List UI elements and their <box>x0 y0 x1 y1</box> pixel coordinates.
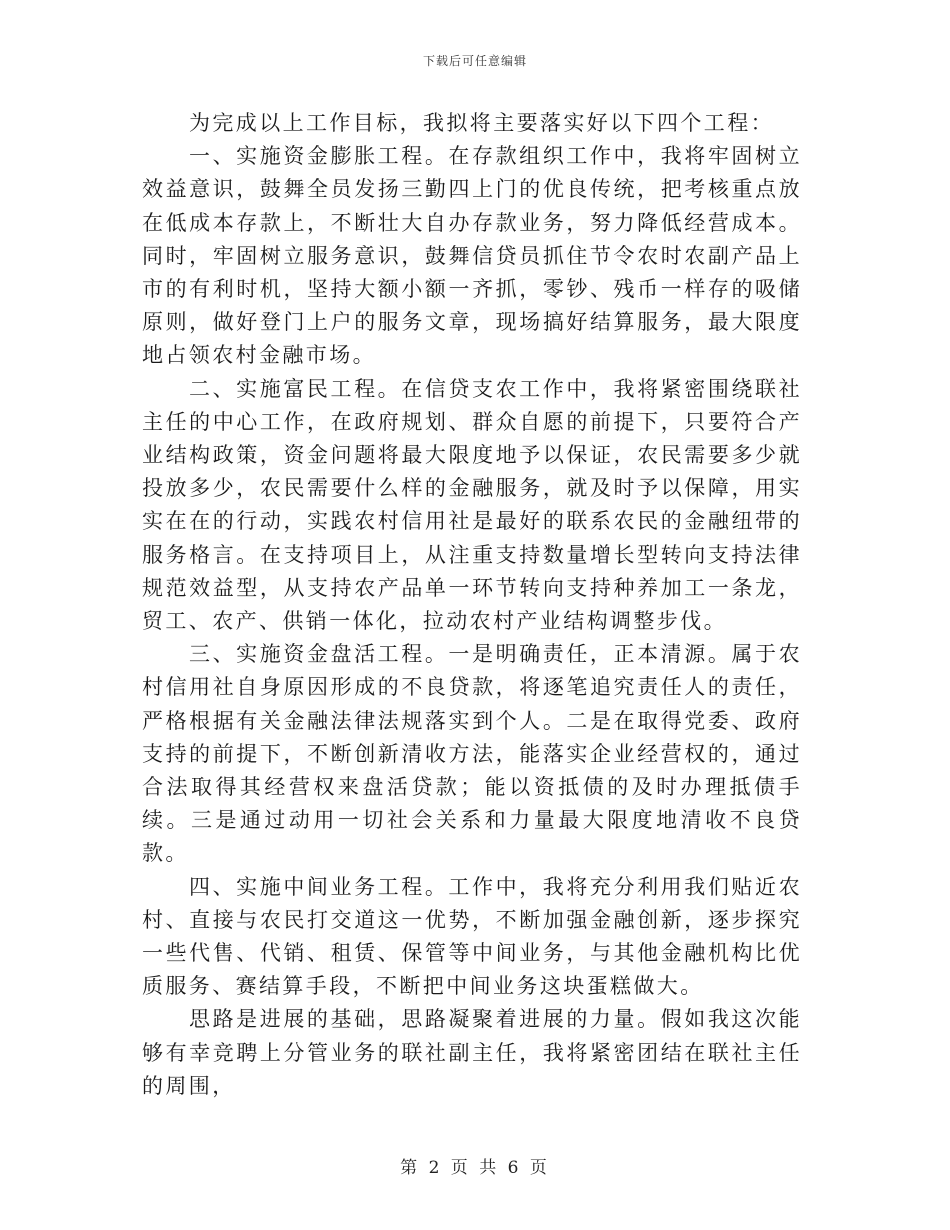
page-header-note: 下载后可任意编辑 <box>422 54 527 68</box>
document-body <box>142 107 802 1103</box>
paragraph-enrich-farmers: 二、实施富民工程。在信贷支农工作中，我将紧密围绕联社主任的中心工作，在政府规划、群众自愿的前提下，只要符合产业结构政策，资金问题将最大限度地予以保证，农民需要多少就投放多少，农民需要什么样的金融服务，就及时予以保障，用实实在在的行动，实践农村信用社是最好的联系农民的金融纽带的服务格言。在支持项目上，从注重支持数量增长型转向支持法律规范效益型，从支持农产品单一环节转向支持种养加工一条龙，贸工、农产、供销一体化，拉动农村产业结构调整步伐。 <box>142 376 802 634</box>
paragraph-intro: 为完成以上工作目标，我拟将主要落实好以下四个工程： <box>189 111 774 135</box>
paragraph-fund-expansion: 一、实施资金膨胀工程。在存款组织工作中，我将牢固树立效益意识，鼓舞全员发扬三勤四上门的优良传统，把考核重点放在低成本存款上，不断壮大自办存款业务，努力降低经营成本。同时，牢固树立服务意识，鼓舞信贷员抓住节令农时农副产品上市的有利时机，坚持大额小额一齐抓，零钞、残币一样存的吸储原则，做好登门上户的服务文章，现场搞好结算服务，最大限度地占领农村金融市场。 <box>142 144 802 368</box>
paragraph-closing: 思路是进展的基础，思路凝聚着进展的力量。假如我这次能够有幸竞聘上分管业务的联社副主任，我将紧密团结在联社主任的周围， <box>142 1007 802 1098</box>
paragraph-intermediary-business: 四、实施中间业务工程。工作中，我将充分利用我们贴近农村、直接与农民打交道这一优势，不断加强金融创新，逐步探究一些代售、代销、租赁、保管等中间业务，与其他金融机构比优质服务、赛结算手段，不断把中间业务这块蛋糕做大。 <box>142 874 802 999</box>
paragraph-fund-revitalization: 三、实施资金盘活工程。一是明确责任，正本清源。属于农村信用社自身原因形成的不良贷款，将逐笔追究责任人的责任，严格根据有关金融法律法规落实到个人。二是在取得党委、政府支持的前提下，不断创新清收方法，能落实企业经营权的，通过合法取得其经营权来盘活贷款；能以资抵债的及时办理抵债手续。三是通过动用一切社会关系和力量最大限度地清收不良贷款。 <box>142 642 802 866</box>
page-number: 第 2 页 共 6 页 <box>400 1158 550 1178</box>
